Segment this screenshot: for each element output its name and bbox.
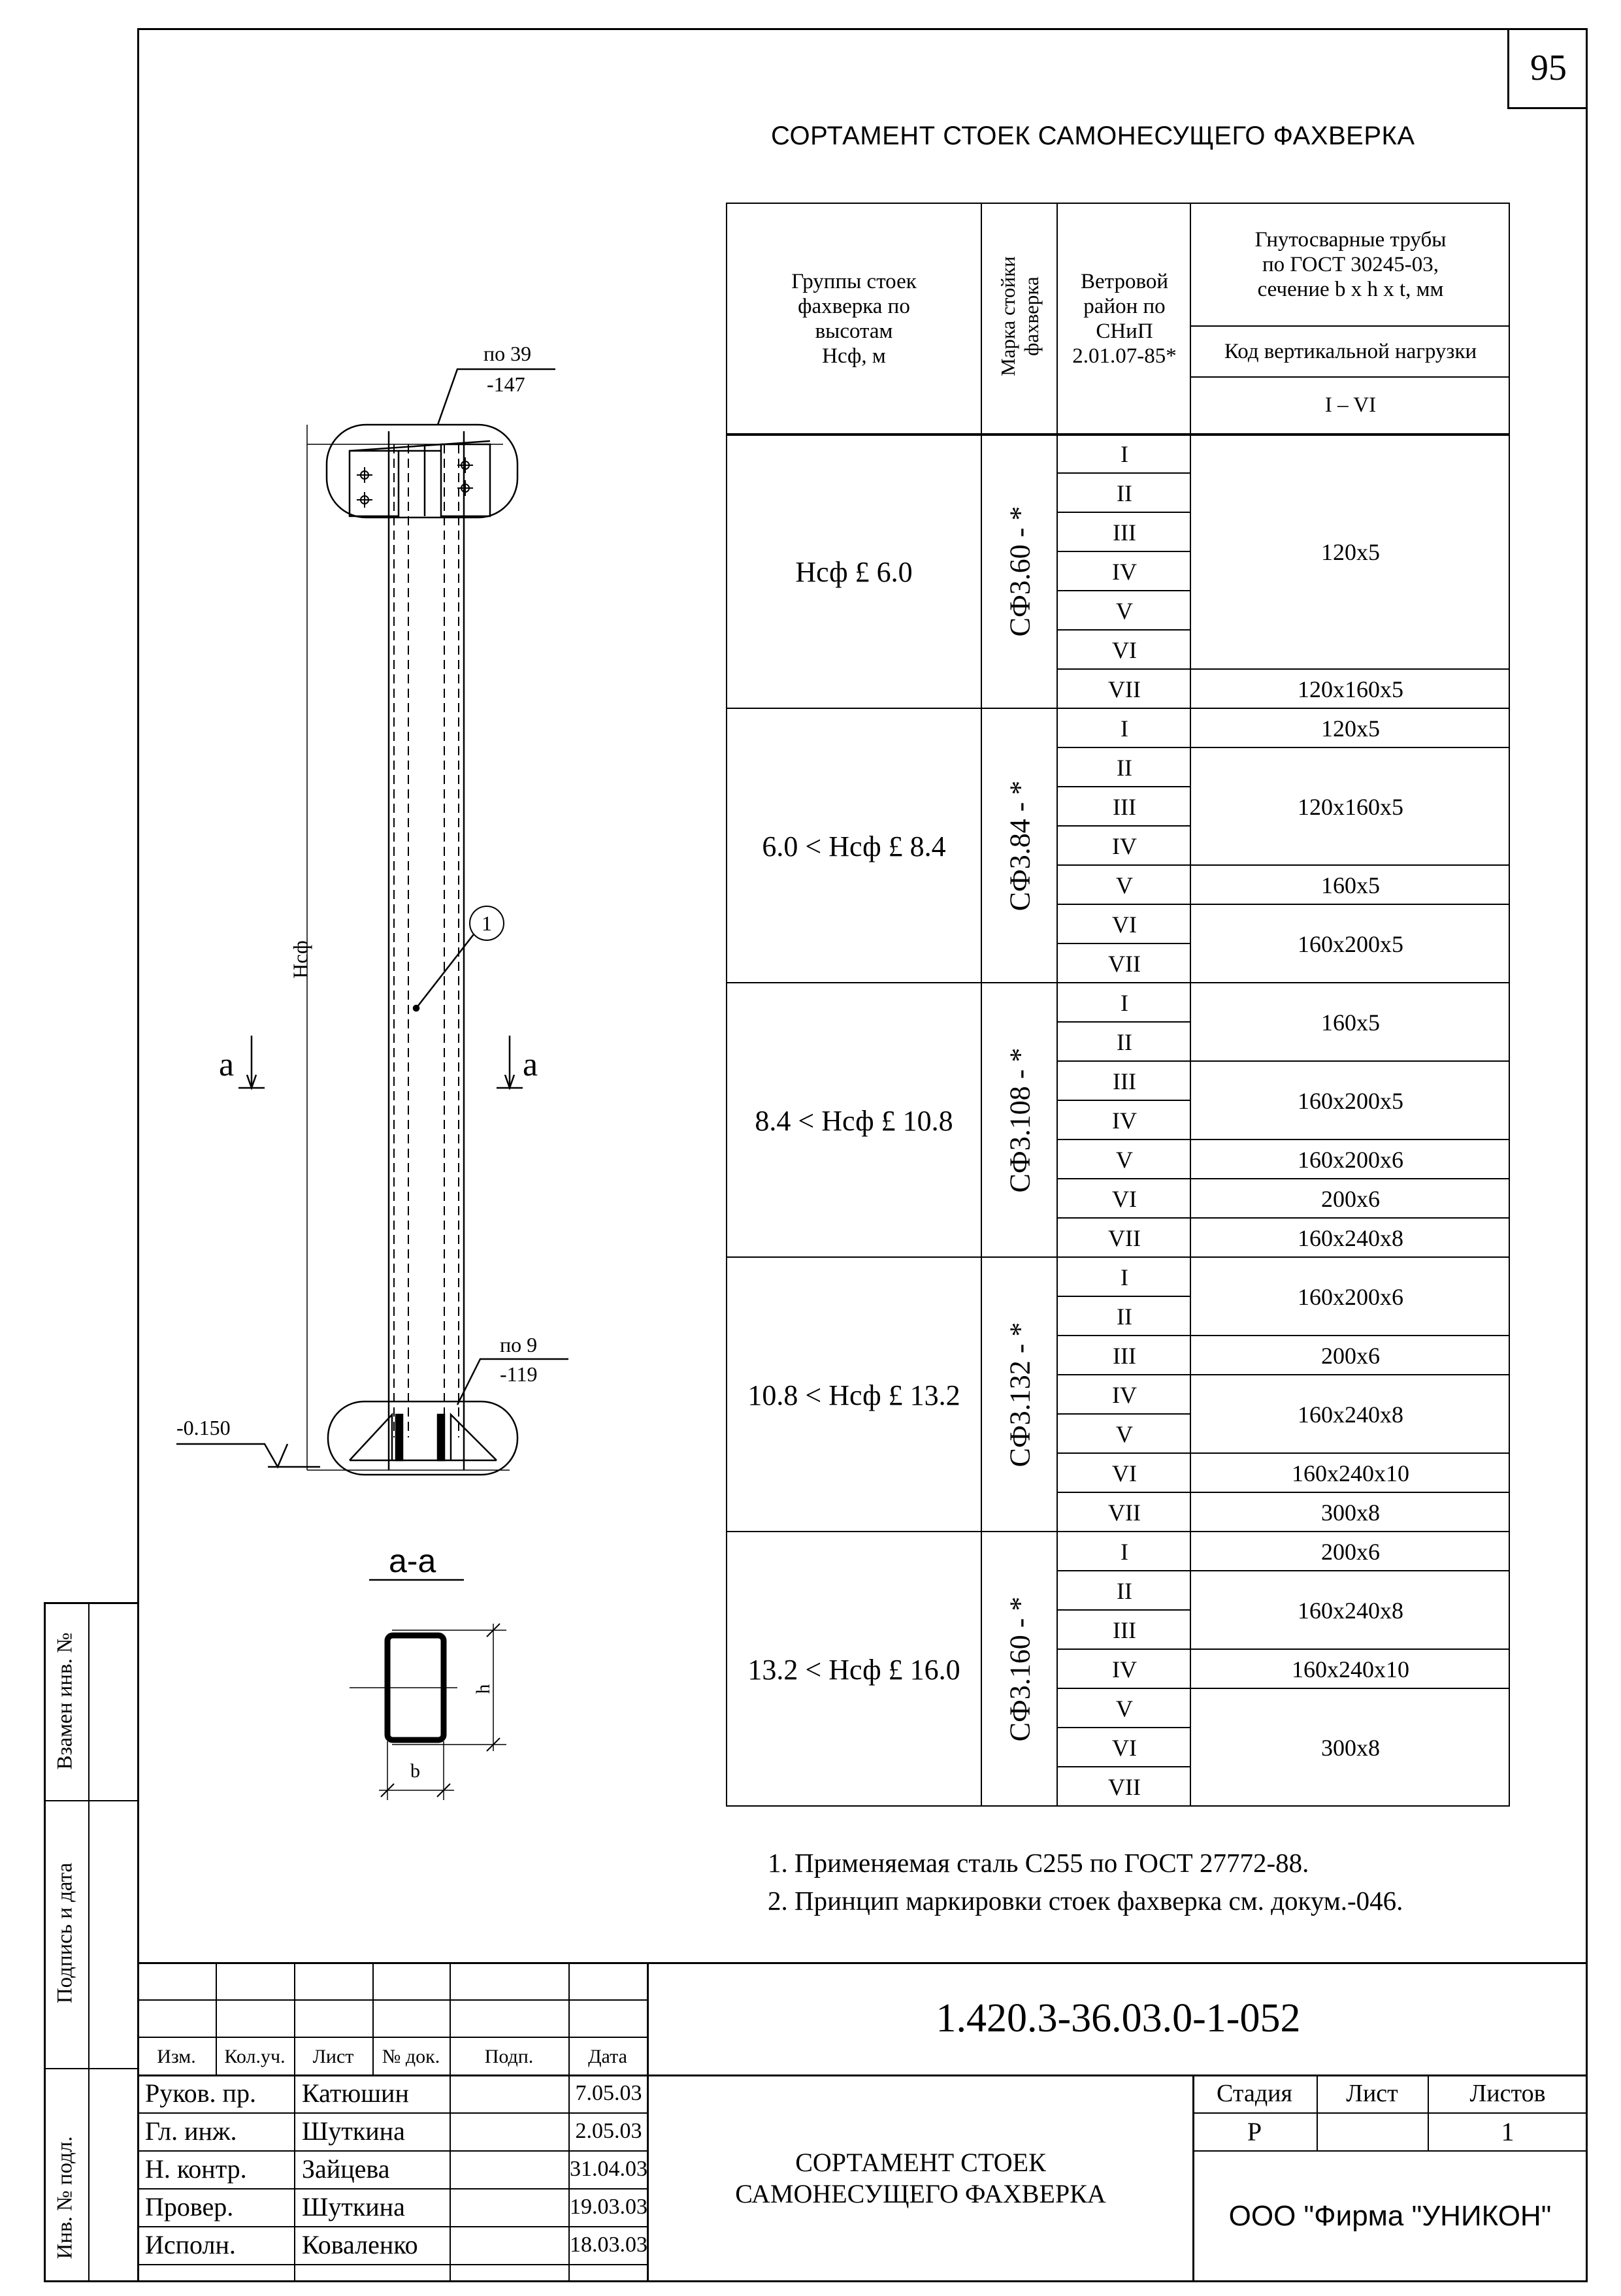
stage-label: Стадия: [1217, 2080, 1292, 2107]
pipe-section-cell: 160x240x8: [1298, 1402, 1403, 1428]
wind-region-cell: VI: [1112, 637, 1137, 663]
header-pipes: Гнутосварные трубы по ГОСТ 30245-03, сечение b x h x t, мм: [1254, 228, 1447, 301]
section-cut-left-label: а: [219, 1046, 235, 1083]
note-2: 2. Принцип маркировки стоек фахверка см. докум.-046.: [768, 1886, 1403, 1916]
sheet-label: Лист: [1346, 2080, 1398, 2107]
sheet-value: [1317, 2112, 1428, 2150]
pipe-section-cell: 120x160x5: [1298, 676, 1403, 702]
side-stamp-inv: Инв. № подл.: [53, 2136, 77, 2259]
pipe-section-cell: 120x160x5: [1298, 794, 1403, 820]
header-wind: Ветровой район по СНиП 2.01.07-85*: [1072, 269, 1177, 368]
signer-role: Гл. инж.: [145, 2116, 237, 2146]
wind-region-cell: II: [1117, 1304, 1132, 1330]
header-load-code: Код вертикальной нагрузки: [1224, 339, 1477, 363]
sheet-number-box: [1507, 28, 1588, 109]
group-mark-4: СФ3.132 - *: [1004, 1322, 1036, 1468]
bottom-ref-label: по 9: [500, 1333, 538, 1356]
signer-date: 7.05.03: [575, 2081, 642, 2105]
pipe-section-cell: 300x8: [1321, 1500, 1380, 1526]
pipe-section-cell: 160x240x10: [1292, 1656, 1409, 1682]
signer-date: 2.05.03: [575, 2119, 642, 2143]
wind-region-cell: V: [1116, 1696, 1133, 1722]
pipe-section-cell: 160x5: [1321, 1009, 1380, 1036]
group-mark-1: СФ3.60 - *: [1004, 506, 1036, 637]
wind-region-cell: IV: [1112, 1107, 1137, 1134]
wind-region-cell: III: [1113, 794, 1136, 820]
tb-col-izm: Изм.: [157, 2046, 196, 2067]
side-stamp-replace: Взамен инв. №: [53, 1632, 77, 1770]
pipe-section-cell: 160x200x5: [1298, 931, 1403, 957]
pipe-section-cell: 120x5: [1321, 539, 1380, 565]
group-mark-2: СФ3.84 - *: [1004, 780, 1036, 911]
pipe-section-cell: 200x6: [1321, 1343, 1380, 1369]
signer-name: Катюшин: [302, 2078, 409, 2108]
base-connection-detail: [328, 1402, 517, 1475]
group-range-4: 10.8 < Нсф £ 13.2: [747, 1379, 960, 1411]
pipe-section-cell: 120x5: [1321, 715, 1380, 742]
wind-region-cell: VI: [1112, 1186, 1137, 1212]
stage-value: Р: [1247, 2116, 1262, 2146]
notes: [768, 1844, 1403, 1920]
header-mark: Марка стойки фахверка: [996, 255, 1043, 376]
pipe-section-cell: 200x6: [1321, 1186, 1380, 1212]
wind-region-cell: II: [1117, 480, 1132, 506]
side-stamp-sign: Подпись и дата: [53, 1862, 77, 2004]
wind-region-cell: II: [1117, 1029, 1132, 1055]
sheet-number: 95: [1530, 47, 1567, 88]
section-cut-right-label: а: [523, 1046, 538, 1083]
bottom-ref-sublabel: -119: [500, 1362, 538, 1386]
wind-region-cell: V: [1116, 1147, 1133, 1173]
wind-region-cell: V: [1116, 598, 1133, 624]
tb-col-ndoc: № док.: [382, 2046, 440, 2067]
sheets-label: Листов: [1469, 2080, 1546, 2107]
tb-col-koluch: Кол.уч.: [224, 2046, 286, 2067]
sheets-value: 1: [1501, 2116, 1515, 2146]
wind-region-cell: III: [1113, 1343, 1136, 1369]
height-dimension-label: Нсф: [288, 940, 312, 979]
header-group: Группы стоек фахверка по высотам Нсф, м: [791, 269, 917, 368]
wind-region-cell: III: [1113, 1617, 1136, 1643]
wind-region-cell: I: [1121, 441, 1128, 467]
group-range-1: Нсф £ 6.0: [795, 555, 913, 588]
wind-region-cell: VI: [1112, 911, 1137, 938]
group-range-3: 8.4 < Нсф £ 10.8: [755, 1104, 953, 1137]
tb-col-date: Дата: [588, 2046, 627, 2067]
signer-name: Шуткина: [302, 2192, 405, 2222]
signer-role: Н. контр.: [145, 2154, 247, 2184]
assortment-table: [726, 203, 1510, 1803]
wind-region-cell: IV: [1112, 559, 1137, 585]
signer-name: Коваленко: [302, 2230, 418, 2259]
section-dim-h: h: [472, 1684, 494, 1694]
wind-region-cell: II: [1117, 1578, 1132, 1604]
wind-region-cell: I: [1121, 990, 1128, 1016]
document-code: 1.420.3-36.03.0-1-052: [936, 1995, 1301, 2041]
page-title: СОРТАМЕНТ СТОЕК САМОНЕСУЩЕГО ФАХВЕРКА: [771, 122, 1415, 150]
document-title: СОРТАМЕНТ СТОЕК САМОНЕСУЩЕГО ФАХВЕРКА: [735, 2148, 1106, 2208]
pipe-section-cell: 160x240x8: [1298, 1225, 1403, 1251]
wind-region-cell: VII: [1108, 1774, 1141, 1800]
wind-region-cell: IV: [1112, 1656, 1137, 1682]
wind-region-cell: VII: [1108, 676, 1141, 702]
wind-region-cell: I: [1121, 1539, 1128, 1565]
wind-region-cell: II: [1117, 755, 1132, 781]
wind-region-cell: IV: [1112, 833, 1137, 859]
wind-region-cell: I: [1121, 715, 1128, 742]
wind-region-cell: V: [1116, 1421, 1133, 1447]
wind-region-cell: VII: [1108, 1225, 1141, 1251]
group-range-2: 6.0 < Нсф £ 8.4: [762, 830, 946, 862]
signer-date: 18.03.03: [570, 2233, 647, 2257]
tb-col-podp: Подп.: [484, 2046, 534, 2067]
wind-region-cell: VI: [1112, 1735, 1137, 1761]
pipe-section-cell: 200x6: [1321, 1539, 1380, 1565]
wind-region-cell: III: [1113, 1068, 1136, 1094]
group-mark-5: СФ3.160 - *: [1004, 1596, 1036, 1742]
wind-region-cell: IV: [1112, 1382, 1137, 1408]
signer-name: Шуткина: [302, 2116, 405, 2146]
level-mark-label: -0.150: [176, 1416, 231, 1439]
note-1: 1. Применяемая сталь С255 по ГОСТ 27772-88.: [768, 1848, 1309, 1878]
pipe-section-cell: 300x8: [1321, 1735, 1380, 1761]
pipe-section-cell: 160x5: [1321, 872, 1380, 898]
top-ref-label: по 39: [483, 342, 532, 365]
group-range-5: 13.2 < Нсф £ 16.0: [747, 1653, 960, 1686]
top-ref-sublabel: -147: [487, 372, 525, 396]
wind-region-cell: VII: [1108, 951, 1141, 977]
pipe-section-cell: 160x200x6: [1298, 1147, 1403, 1173]
signer-date: 31.04.03: [570, 2157, 647, 2181]
wind-region-cell: V: [1116, 872, 1133, 898]
signer-role: Провер.: [145, 2192, 234, 2222]
top-connection-detail: [327, 425, 517, 517]
signer-date: 19.03.03: [570, 2195, 647, 2219]
pipe-section-cell: 160x240x8: [1298, 1598, 1403, 1624]
wind-region-cell: III: [1113, 519, 1136, 546]
section-title: а-а: [389, 1543, 436, 1579]
header-load-range: I – VI: [1324, 393, 1377, 417]
signer-role: Исполн.: [145, 2230, 236, 2259]
tb-col-list: Лист: [312, 2046, 354, 2067]
signer-name: Зайцева: [302, 2154, 390, 2184]
wind-region-cell: VI: [1112, 1460, 1137, 1486]
wind-region-cell: VII: [1108, 1500, 1141, 1526]
group-mark-3: СФ3.108 - *: [1004, 1047, 1036, 1193]
pipe-section-cell: 160x200x5: [1298, 1088, 1403, 1114]
company-name: ООО "Фирма "УНИКОН": [1228, 2200, 1552, 2232]
pipe-section-cell: 160x200x6: [1298, 1284, 1403, 1310]
section-dim-b: b: [410, 1760, 420, 1782]
column-drawing: [0, 0, 719, 1829]
signer-role: Руков. пр.: [145, 2078, 256, 2108]
callout-number: 1: [482, 911, 492, 935]
wind-region-cell: I: [1121, 1264, 1128, 1290]
pipe-section-cell: 160x240x10: [1292, 1460, 1409, 1486]
